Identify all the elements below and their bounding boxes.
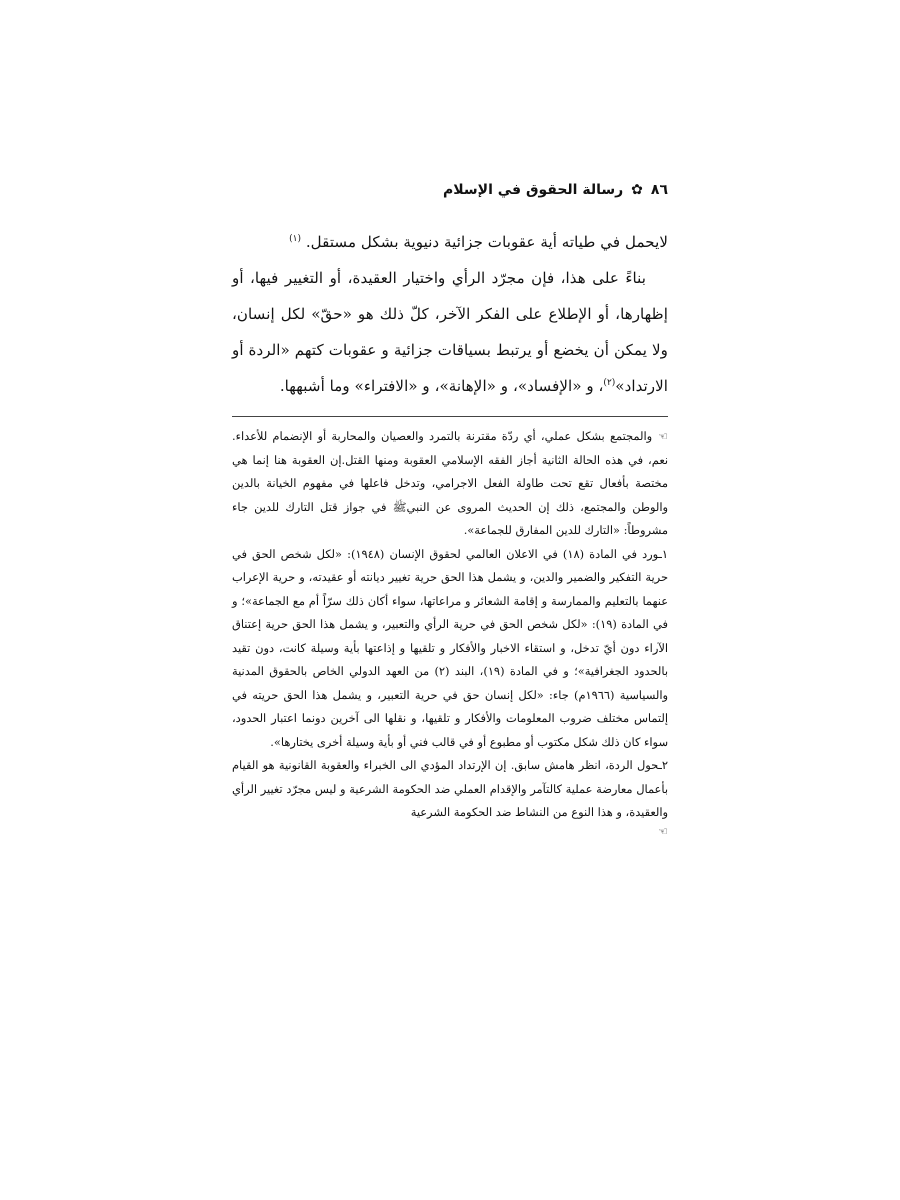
footnote-2-number: ٢ـ	[658, 758, 668, 772]
book-page	[232, 170, 668, 839]
footnote-continuation	[232, 425, 668, 543]
footnote-1	[232, 543, 668, 755]
footnote-1-number: ١ـ	[658, 546, 668, 561]
paragraph-2	[232, 260, 668, 404]
footnotes	[232, 425, 668, 839]
running-title: رسالة الحقوق في الإسلام	[442, 182, 624, 198]
footnote-continuation-text: والمجتمع بشكل عملي، أي ردّة مقترنة بالتمرد والعصيان والمحاربة أو الإنضمام للأعداء. نعم، في هذه الحالة الثانية أجاز الفقه الإسلامي العقوبة ومنها القتل.إن العقوبة هنا إنما هي مختصة بأفعال تقع تحت طاولة الفعل الاجرامي، وتدخل فاعلها في مفهوم الخيانة بالدين والوطن والمجتمع، ذلك إن الحديث المروى عن النبيﷺ في جواز قتل التارك للدين جاء مشروطاً: «التارك للدين المفارق للجماعة».	[232, 429, 668, 537]
paragraph-1	[232, 224, 668, 260]
paragraph-1-text: لايحمل في طياته أية عقوبات جزائية دنيوية بشكل مستقل.	[305, 233, 668, 251]
footnote-ref-1: (١)	[289, 233, 301, 244]
paragraph-2-text-a: بناءً على هذا، فإن مجرّد الرأي واختيار العقيدة، أو التغيير فيها، أو إظهارها، أو الإطلاع على الفكر الآخر، كلّ ذلك هو «حقّ» لكل إنسان، ولا يمكن أن يخضع أو يرتبط بسياقات جزائية و عقوبات كتهم «الردة أو الارتداد»	[232, 269, 668, 395]
flower-ornament-icon: ✿	[631, 182, 643, 198]
footnote-divider	[232, 416, 668, 417]
page-number: ٨٦	[650, 182, 668, 198]
footnote-2-text: حول الردة، انظر هامش سابق. إن الإرتداد المؤدي الى الخبراء والعقوبة القانونية هو القيام بأعمال معارضة عملية كالتآمر والإقدام العملي ضد الحكومة الشرعية و ليس مجرّد تغيير الرأي والعقيدة، و هذا النوع من النشاط ضد الحكومة الشرعية	[232, 758, 668, 819]
main-text	[232, 224, 668, 404]
footnote-1-text: ورد في المادة (١٨) في الاعلان العالمي لحقوق الإنسان (١٩٤٨): «لكل شخص الحق في حرية التفكير والضمير والدين، و يشمل هذا الحق حرية تغيير ديانته أو عقيدته، و حرية الإعراب عنهما بالتعليم والممارسة و إقامة الشعائر و مراعاتها، سواء أكان ذلك سرّاً أم مع الجماعة»؛ و في المادة (١٩): «لكل شخص الحق في حرية الرأي والتعبير، و يشمل هذا الحق حرية إعتناق الآراء دون أيّ تدخل، و استقاء الاخبار والأفكار و تلقيها و إذاعتها بأية وسيلة كانت، دون تقيد بالحدود الجغرافية»؛ و في المادة (١٩)، البند (٢) من العهد الدولي الخاص بالحقوق المدنية والسياسية (١٩٦٦م) جاء: «لكل إنسان حق في حرية التعبير، و يشمل هذا الحق حريته في إلتماس مختلف ضروب المعلومات والأفكار و تلقيها، و نقلها الى آخرين دونما اعتبار الحدود، سواء كان ذلك شكل مكتوب أو مطبوع أو في قالب فني أو بأية وسيلة أخرى يختارها».	[232, 546, 669, 749]
running-header	[232, 170, 668, 210]
footnote-2	[232, 754, 668, 825]
footnote-ref-2: (٢)	[603, 377, 616, 388]
continued-pointing-hand-icon: ☜	[658, 824, 668, 838]
paragraph-2-text-b: ، و «الإفساد»، و «الإهانة»، و «الافتراء» وما أشبهها.	[279, 377, 604, 395]
pointing-hand-icon: ☜	[658, 430, 668, 443]
